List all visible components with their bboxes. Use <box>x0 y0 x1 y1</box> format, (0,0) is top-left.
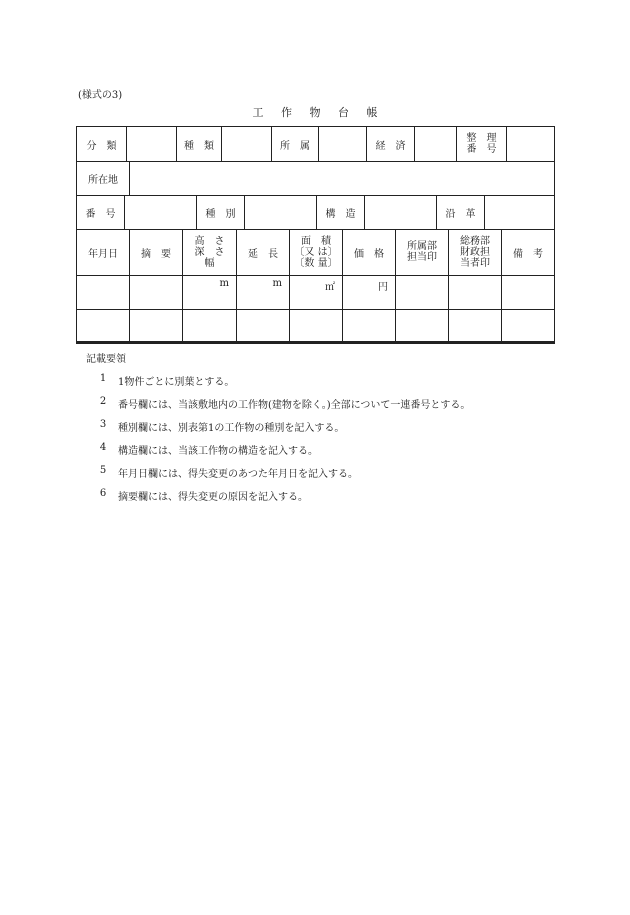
cell-length[interactable] <box>237 275 290 309</box>
table-row <box>77 275 554 310</box>
header-remarks: 備 考 <box>513 248 543 260</box>
header-line: 当者印 <box>460 257 490 269</box>
field-reference-number[interactable] <box>507 127 554 161</box>
instructions <box>86 350 470 511</box>
cell-date[interactable] <box>77 275 130 309</box>
table-row-number <box>77 195 554 230</box>
cell-dept-seal[interactable] <box>396 309 449 342</box>
cell-summary[interactable] <box>130 275 183 309</box>
title-char: 帳 <box>366 106 378 119</box>
instruction-item <box>86 488 470 511</box>
ledger-table <box>76 126 555 343</box>
header-height <box>183 229 237 275</box>
cell-price[interactable] <box>343 309 396 342</box>
label-history: 沿 革 <box>437 195 485 229</box>
header-line: 〔数 量〕 <box>294 257 338 269</box>
table-bottom-rule <box>76 341 555 344</box>
instruction-item <box>86 419 470 442</box>
instruction-item <box>86 373 470 396</box>
cell-height[interactable] <box>183 309 237 342</box>
label-line: 番 号 <box>466 144 497 155</box>
field-history[interactable] <box>485 195 554 229</box>
header-line: 高 さ <box>194 235 225 247</box>
table-row-classification <box>77 127 554 162</box>
header-line: 担当印 <box>407 252 437 263</box>
label-classification: 分 類 <box>77 127 127 161</box>
cell-general-affairs-seal[interactable] <box>449 309 502 342</box>
header-area <box>290 229 343 275</box>
label-line: 整 理 <box>466 133 497 144</box>
form-number-label: (様式の3) <box>78 90 123 101</box>
header-line: 〔又 は〕 <box>294 246 338 258</box>
header-dept-seal <box>396 229 449 275</box>
label-kind: 種 類 <box>177 127 222 161</box>
field-affiliation[interactable] <box>319 127 367 161</box>
document-title <box>0 104 630 120</box>
field-structure[interactable] <box>365 195 437 229</box>
field-number[interactable] <box>125 195 197 229</box>
label-number: 番 号 <box>77 195 125 229</box>
cell-date[interactable] <box>77 309 130 342</box>
unit-price: 円 <box>378 282 388 293</box>
cell-remarks[interactable] <box>502 309 554 342</box>
instruction-number: 2 <box>99 396 107 407</box>
table-row-location <box>77 161 554 196</box>
header-length: 延 長 <box>237 229 290 275</box>
label-location: 所在地 <box>77 161 130 195</box>
header-general-affairs-seal <box>449 229 502 275</box>
cell-area[interactable] <box>290 309 343 342</box>
table-header-row <box>77 229 554 276</box>
header-summary: 摘 要 <box>130 229 183 275</box>
instruction-number: 5 <box>99 465 107 476</box>
title-char: 作 <box>281 106 292 119</box>
cell-area[interactable] <box>290 275 343 309</box>
instruction-text: 番号欄には、当該敷地内の工作物(建物を除く。)全部について一連番号とする。 <box>118 400 471 411</box>
cell-dept-seal[interactable] <box>396 275 449 309</box>
instruction-text: 1物件ごとに別葉とする。 <box>118 377 235 388</box>
cell-height[interactable] <box>183 275 237 309</box>
header-line: 所属部 <box>407 241 437 252</box>
title-char: 物 <box>309 106 321 119</box>
cell-general-affairs-seal[interactable] <box>449 275 502 309</box>
header-date: 年月日 <box>77 229 130 275</box>
field-economy[interactable] <box>415 127 457 161</box>
title-char: 工 <box>252 106 264 119</box>
field-type[interactable] <box>245 195 317 229</box>
instruction-item <box>86 465 470 488</box>
label-type: 種 別 <box>197 195 245 229</box>
cell-length[interactable] <box>237 309 290 342</box>
instruction-number: 4 <box>99 442 107 453</box>
header-line: 幅 <box>204 257 215 269</box>
unit-length: m <box>272 278 282 289</box>
header-price: 価 格 <box>343 229 396 275</box>
table-row <box>77 309 554 342</box>
header-line: 総務部 <box>460 235 490 247</box>
header-line: 深 さ <box>194 246 225 258</box>
label-structure: 構 造 <box>317 195 365 229</box>
instruction-number: 3 <box>99 419 107 430</box>
cell-remarks[interactable] <box>502 275 554 309</box>
instruction-text: 摘要欄には、得失変更の原因を記入する。 <box>118 492 308 503</box>
header-line: 財政担 <box>460 246 490 258</box>
unit-height: m <box>219 278 229 289</box>
instruction-item <box>86 442 470 465</box>
unit-area: ㎡ <box>325 282 335 293</box>
cell-price[interactable] <box>343 275 396 309</box>
label-affiliation: 所 属 <box>272 127 319 161</box>
field-classification[interactable] <box>127 127 177 161</box>
instructions-heading: 記載要領 <box>86 354 126 365</box>
field-location[interactable] <box>130 161 554 195</box>
instruction-text: 年月日欄には、得失変更のあつた年月日を記入する。 <box>118 469 358 480</box>
instruction-text: 構造欄には、当該工作物の構造を記入する。 <box>118 446 318 457</box>
instruction-text: 種別欄には、別表第1の工作物の種別を記入する。 <box>118 423 345 434</box>
label-economy: 経 済 <box>367 127 415 161</box>
title-char: 台 <box>338 106 349 119</box>
instruction-item <box>86 396 470 419</box>
instruction-number: 1 <box>99 373 107 384</box>
field-kind[interactable] <box>222 127 272 161</box>
instruction-number: 6 <box>99 488 107 499</box>
header-line: 面 積 <box>301 235 331 247</box>
cell-summary[interactable] <box>130 309 183 342</box>
label-reference-number <box>457 127 507 161</box>
